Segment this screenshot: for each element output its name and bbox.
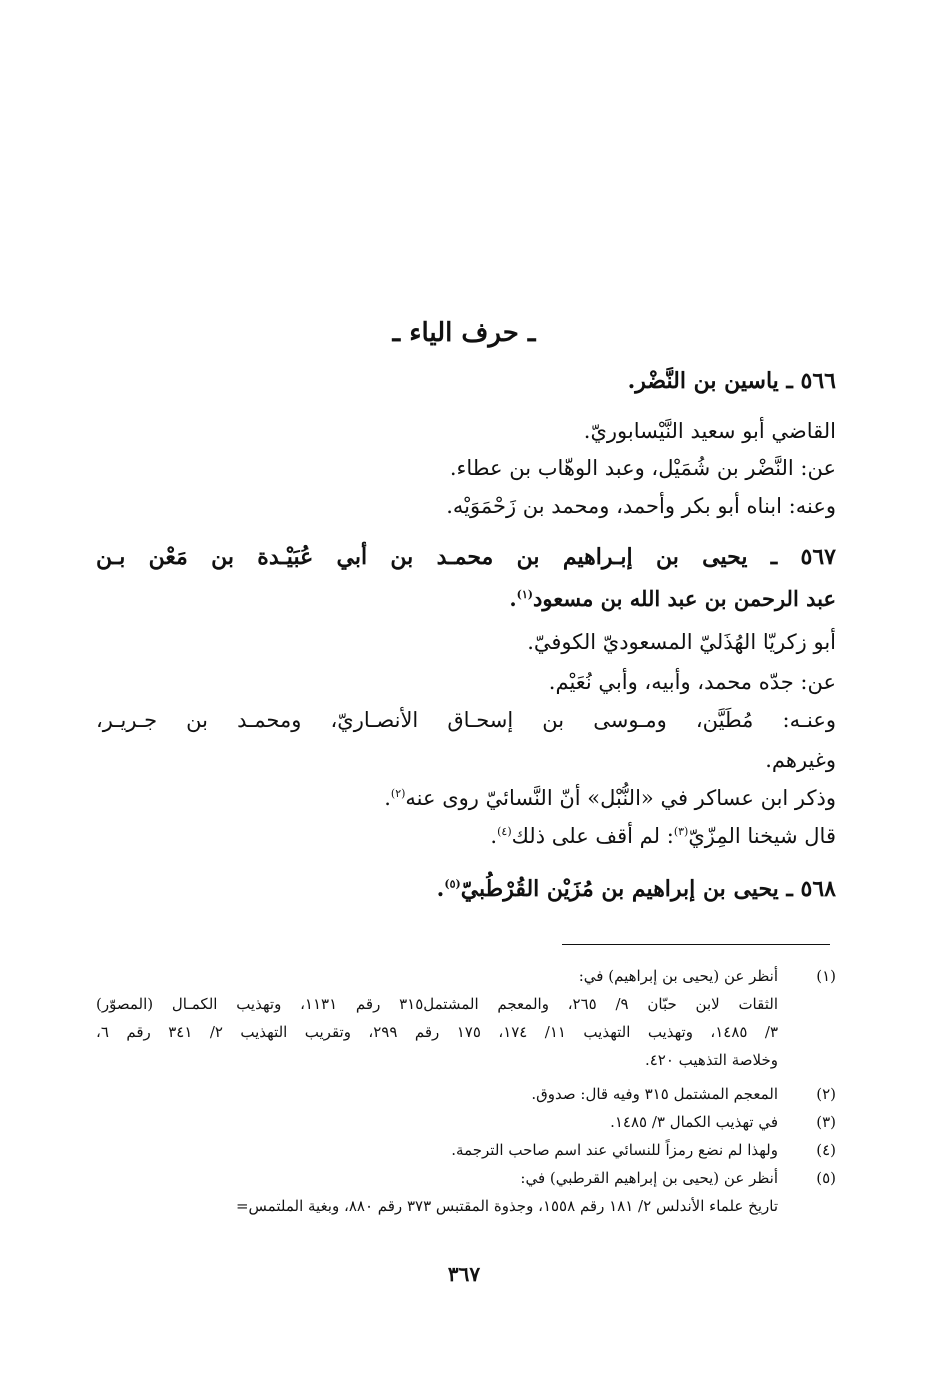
footnote-1	[96, 962, 836, 1074]
footnote-3-number: (٣)	[816, 1113, 836, 1131]
entry-567-note-mizzi-text-b: : لم أقف على ذلك	[511, 824, 674, 848]
entry-567-title-line2	[509, 586, 836, 611]
entry-567-note-ibn-asakir-text: وذكر ابن عساكر في «النُّبْل» أنّ النَّسائيّ روى عنه	[405, 786, 836, 810]
footnote-3	[96, 1108, 836, 1136]
footnote-5-line: أنظر عن (يحيى بن إبراهيم القرطبي) في:	[520, 1169, 778, 1187]
entry-566-teachers: عن: النَّضْر بن شُمَيْل، وعبد الوهّاب بن عطاء.	[449, 456, 836, 480]
footnote-4	[96, 1136, 836, 1164]
entry-567-students-line2: وغيرهم.	[765, 748, 836, 772]
entry-567-title-line2-text: عبد الرحمن بن عبد الله بن مسعود	[533, 586, 836, 611]
footnote-2-line: المعجم المشتمل ٣١٥ وفيه قال: صدوق.	[531, 1085, 778, 1103]
entry-566-title: ٥٦٦ ـ ياسين بن النَّضْر.	[627, 368, 836, 394]
entry-567-note-mizzi	[490, 824, 836, 848]
entry-568-title-text: ٥٦٨ ـ يحيى بن إبراهيم بن مُزَيْن القُرْطُبيّ	[460, 876, 836, 902]
entry-567-teachers: عن: جدّه محمد، وأبيه، وأبي نُعَيْم.	[548, 670, 836, 694]
footnote-5	[96, 1164, 836, 1220]
footnote-ref-4[interactable]: (٤)	[497, 825, 512, 838]
entry-567-title-line2-end: .	[509, 586, 517, 611]
footnote-4-line: ولهذا لم نضع رمزاً للنسائي عند اسم صاحب الترجمة.	[451, 1141, 778, 1159]
footnote-2-number: (٢)	[816, 1085, 836, 1103]
footnote-ref-5[interactable]: (٥)	[444, 877, 461, 891]
footnote-1-number: (١)	[816, 967, 836, 985]
footnote-1-line: وخلاصة التذهيب ٤٢٠.	[644, 1051, 778, 1069]
footnote-ref-1[interactable]: (١)	[516, 588, 533, 601]
entry-568-title	[437, 876, 836, 902]
entry-566-nisba: القاضي أبو سعيد النَّيْسابوريّ.	[583, 419, 836, 443]
entry-567-note-ibn-asakir-end: .	[384, 786, 391, 810]
entry-567-note-ibn-asakir	[384, 786, 836, 810]
footnote-1-line: الثقات لابن حبّان ٩/ ٢٦٥، والمعجم المشتمل٣١٥ رقم ١١٣١، وتهذيب الكمـال (المصوّر)	[96, 995, 778, 1013]
footnote-3-line: في تهذيب الكمال ٣/ ١٤٨٥.	[610, 1113, 778, 1131]
entry-567-note-mizzi-text-a: قال شيخنا المِزّيّ	[688, 824, 836, 848]
chapter-heading: ـ حرف الياء ـ	[392, 318, 536, 348]
entry-568-title-end: .	[436, 876, 445, 902]
entry-567-note-mizzi-end: .	[490, 824, 498, 848]
entry-567-students-line1: وعنـه: مُطَيَّن، ومـوسى بن إسحـاق الأنصـاريّ، ومحمـد بن جـريـر،	[96, 708, 836, 732]
footnote-1-line: ٣/ ١٤٨٥، وتهذيب التهذيب ١١/ ١٧٤، ١٧٥ رقم ٢٩٩، وتقريب التهذيب ٢/ ٣٤١ رقم ٦،	[96, 1023, 779, 1041]
entry-567-nisba: أبو زكريّا الهُذَليّ المسعوديّ الكوفيّ.	[527, 630, 836, 654]
entry-567-title-line1: ٥٦٧ ـ يحيى بن إبـراهيم بن محمـد بن أبي عُبَيْـدة بن مَعْن بـن	[96, 544, 836, 570]
footnote-2	[96, 1080, 836, 1108]
footnote-1-line: أنظر عن (يحيى بن إبراهيم) في:	[578, 967, 778, 985]
footnote-divider	[562, 944, 830, 945]
footnote-5-number: (٥)	[816, 1169, 836, 1187]
footnote-4-number: (٤)	[816, 1141, 836, 1159]
footnote-ref-2[interactable]: (٢)	[390, 787, 406, 800]
footnote-5-line: تاريخ علماء الأندلس ٢/ ١٨١ رقم ١٥٥٨، وجذوة المقتبس ٣٧٣ رقم ٨٨٠، وبغية الملتمس=	[235, 1197, 778, 1215]
entry-566-students: وعنه: ابناه أبو بكر وأحمد، ومحمد بن زَحْمَوَيْه.	[446, 494, 836, 518]
page-number: ٣٦٧	[447, 1262, 481, 1286]
footnote-ref-3[interactable]: (٣)	[673, 825, 689, 838]
